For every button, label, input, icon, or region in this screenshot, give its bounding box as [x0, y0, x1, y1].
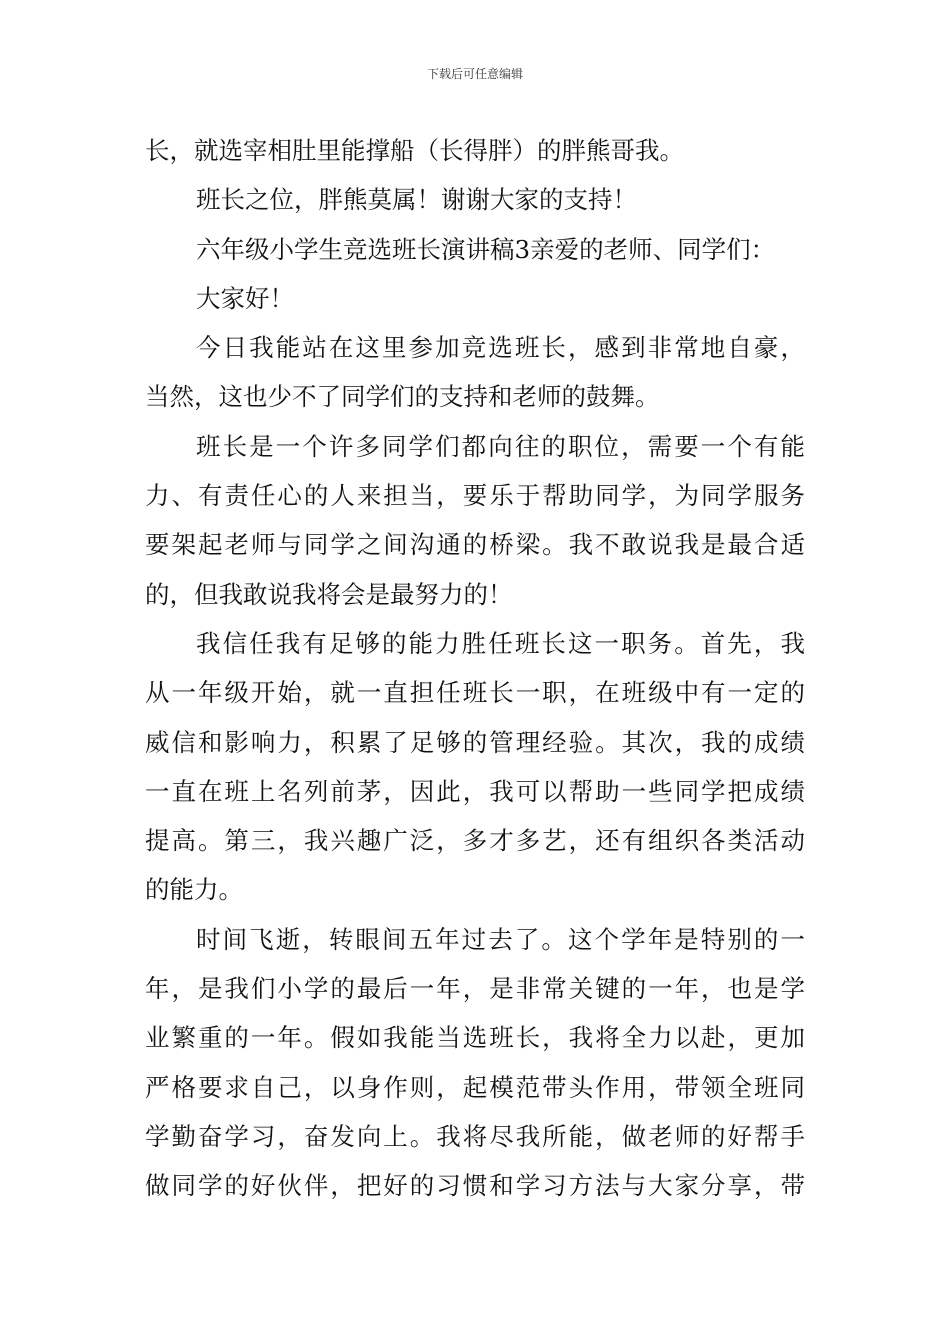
text-line: 班长之位，胖熊莫属！谢谢大家的支持！ — [196, 185, 637, 215]
text-line: 今日我能站在这里参加竞选班长，感到非常地自豪， — [196, 333, 805, 363]
text-line: 班长是一个许多同学们都向往的职位，需要一个有能 — [196, 431, 805, 461]
text-line: 我信任我有足够的能力胜任班长这一职务。首先，我 — [196, 628, 805, 658]
text-line: 六年级小学生竞选班长演讲稿3亲爱的老师、同学们： — [196, 234, 776, 264]
text-line: 一直在班上名列前茅，因此，我可以帮助一些同学把成绩 — [145, 776, 805, 806]
text-line: 业繁重的一年。假如我能当选班长，我将全力以赴，更加 — [145, 1023, 805, 1053]
text-line: 要架起老师与同学之间沟通的桥梁。我不敢说我是最合适 — [145, 530, 805, 560]
text-line: 年，是我们小学的最后一年，是非常关键的一年，也是学 — [145, 974, 805, 1004]
text-line: 力、有责任心的人来担当，要乐于帮助同学，为同学服务 — [145, 481, 805, 511]
text-line: 威信和影响力，积累了足够的管理经验。其次，我的成绩 — [145, 727, 805, 757]
text-line: 学勤奋学习，奋发向上。我将尽我所能，做老师的好帮手 — [145, 1121, 805, 1151]
text-line: 的能力。 — [145, 875, 243, 905]
text-line: 当然，这也少不了同学们的支持和老师的鼓舞。 — [145, 382, 660, 412]
document-body — [145, 126, 805, 1211]
text-line: 大家好！ — [196, 283, 294, 313]
page-header-note: 下载后可任意编辑 — [426, 67, 523, 81]
text-line: 从一年级开始，就一直担任班长一职，在班级中有一定的 — [145, 678, 805, 708]
text-line: 提高。第三，我兴趣广泛，多才多艺，还有组织各类活动 — [145, 826, 805, 856]
text-line: 时间飞逝，转眼间五年过去了。这个学年是特别的一 — [196, 924, 805, 954]
text-line: 严格要求自己，以身作则，起模范带头作用，带领全班同 — [145, 1072, 805, 1102]
text-line: 长，就选宰相肚里能撑船（长得胖）的胖熊哥我。 — [145, 136, 684, 165]
text-line: 的，但我敢说我将会是最努力的！ — [145, 579, 513, 609]
text-line: 做同学的好伙伴，把好的习惯和学习方法与大家分享，带 — [145, 1171, 805, 1201]
